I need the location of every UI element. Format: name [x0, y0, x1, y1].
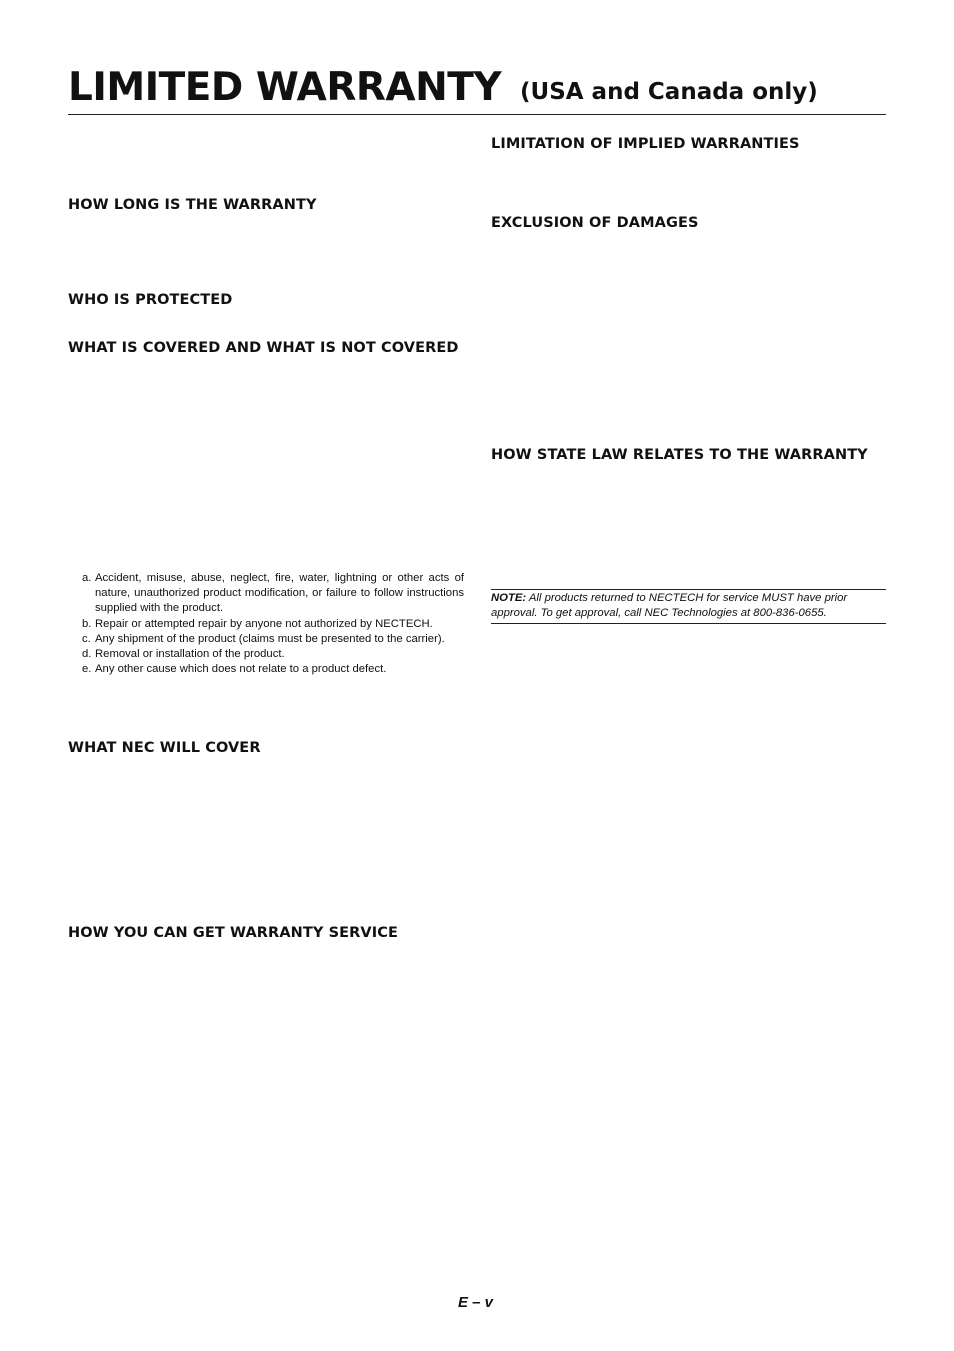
list-item-text: Repair or attempted repair by anyone not authorized by NECTECH. — [95, 617, 433, 630]
list-item — [80, 662, 464, 677]
list-item — [80, 571, 464, 617]
list-item-text: Removal or installation of the product. — [95, 648, 285, 661]
list-item-text: Any other cause which does not relate to a product defect. — [95, 663, 387, 676]
how-long-heading: HOW LONG IS THE WARRANTY — [68, 197, 317, 213]
list-marker: c. — [82, 632, 91, 645]
nec-cover-heading: WHAT NEC WILL COVER — [68, 740, 261, 756]
list-item-text: Accident, misuse, abuse, neglect, fire, water, lightning or other acts of nature, unauthorized product modification, or failure to follow instructions supplied with the product. — [95, 572, 464, 615]
covered-heading: WHAT IS COVERED AND WHAT IS NOT COVERED — [68, 340, 459, 356]
list-item — [80, 617, 464, 632]
implied-warranties-heading: LIMITATION OF IMPLIED WARRANTIES — [491, 136, 800, 152]
list-item — [80, 632, 464, 647]
exclusion-list — [80, 571, 464, 677]
note-label: NOTE: — [491, 592, 527, 604]
note-text: All products returned to NECTECH for service MUST have prior approval. To get approval, call NEC Technologies at 800-836-0655. — [491, 592, 848, 620]
who-protected-heading: WHO IS PROTECTED — [68, 292, 233, 308]
list-item — [80, 647, 464, 662]
title-main: LIMITED WARRANTY — [68, 65, 502, 110]
page-number: E – v — [458, 1294, 494, 1311]
exclusion-damages-heading: EXCLUSION OF DAMAGES — [491, 215, 699, 231]
note-box — [491, 589, 886, 624]
list-marker: b. — [82, 617, 92, 630]
warranty-service-heading: HOW YOU CAN GET WARRANTY SERVICE — [68, 925, 398, 941]
list-item-text: Any shipment of the product (claims must be presented to the carrier). — [95, 632, 445, 645]
title-divider — [68, 114, 886, 115]
state-law-heading: HOW STATE LAW RELATES TO THE WARRANTY — [491, 447, 868, 463]
list-marker: d. — [82, 648, 92, 661]
page-title — [68, 62, 886, 114]
list-marker: a. — [82, 572, 92, 584]
list-marker: e. — [82, 663, 92, 676]
title-subtitle: (USA and Canada only) — [520, 79, 818, 105]
